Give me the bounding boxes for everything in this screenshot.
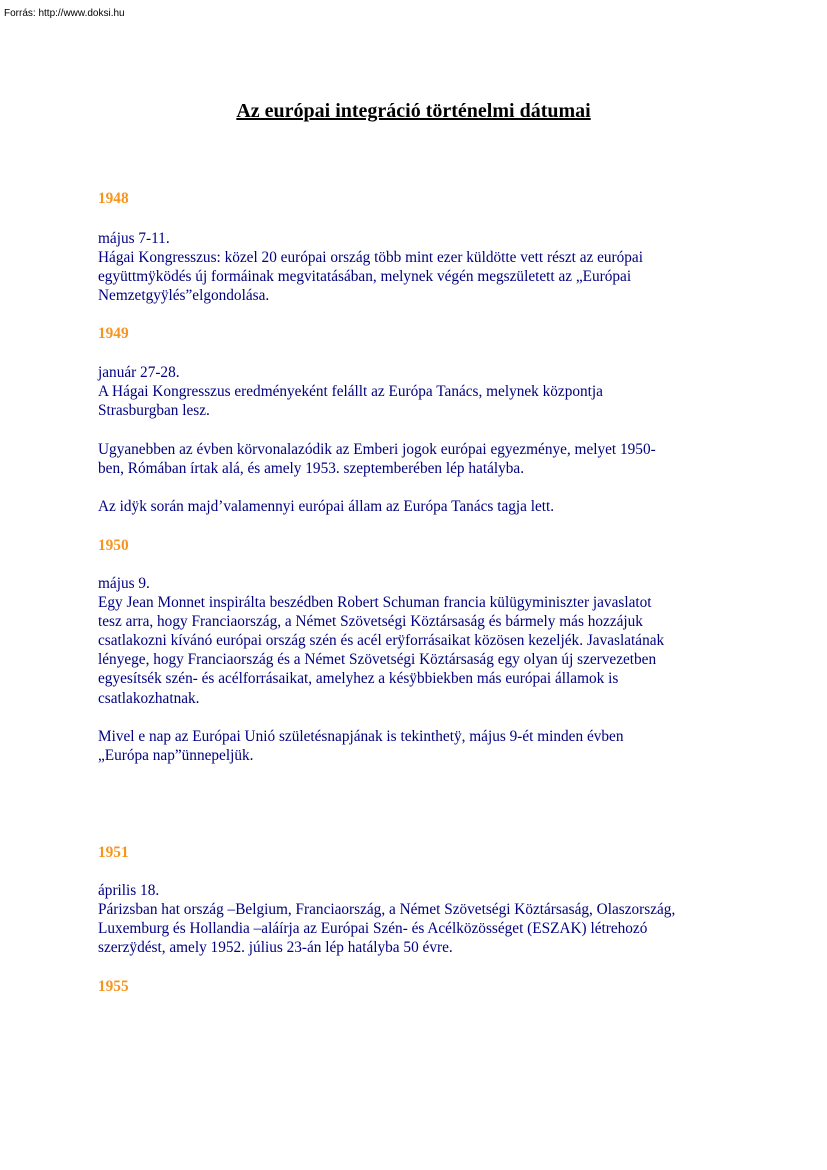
year-heading: 1950 xyxy=(98,537,129,554)
paragraph: Az idÿk során majd’valamennyi európai állam az Európa Tanács tagja lett. xyxy=(98,498,555,515)
page-title: Az európai integráció történelmi dátumai xyxy=(236,100,591,122)
year-heading: 1948 xyxy=(98,190,129,207)
year-heading: 1951 xyxy=(98,844,129,861)
year-heading: 1955 xyxy=(98,978,129,995)
paragraph: május 9. Egy Jean Monnet inspirálta beszédben Robert Schuman francia külügyminiszter javaslatot tesz arra, hogy Franciaország, a Német Szövetségi Köztársaság és bármely más hozzájuk csatlakozni kívánó európai ország szén és acél erÿforrásaikat közösen kezeljék. Javaslatának lényege, hogy Franciaország és a Német Szövetségi Köztársaság egy olyan új szervezetben egyesítsék szén- és acélforrásaikat, amelyhez a késÿbbiekben más európai államok is csatlakozhatnak. xyxy=(98,575,665,707)
year-heading: 1949 xyxy=(98,325,129,342)
source-note: Forrás: http://www.doksi.hu xyxy=(4,8,125,19)
paragraph: április 18. Párizsban hat ország –Belgium, Franciaország, a Német Szövetségi Köztársaság, Olaszország, Luxemburg és Hollandia –aláírja az Európai Szén- és Acélközösséget (ESZAK) létrehozó szerzÿdést, amely 1952. július 23-án lép hatályba 50 évre. xyxy=(98,882,676,957)
paragraph: január 27-28. A Hágai Kongresszus eredményeként felállt az Európa Tanács, melynek központja Strasburgban lesz. xyxy=(98,364,603,420)
paragraph: Mivel e nap az Európai Unió születésnapjának is tekinthetÿ, május 9-ét minden évben „Európa nap”ünnepeljük. xyxy=(98,728,624,765)
paragraph: május 7-11. Hágai Kongresszus: közel 20 európai ország több mint ezer küldötte vett részt az európai együttmÿködés új formáinak megvitatásában, melynek végén megszületett az „Európai Nemzetgyÿlés”elgondolása. xyxy=(98,230,643,305)
paragraph: Ugyanebben az évben körvonalazódik az Emberi jogok európai egyezménye, melyet 1950- ben, Rómában írtak alá, és amely 1953. szeptemberében lép hatályba. xyxy=(98,441,656,478)
